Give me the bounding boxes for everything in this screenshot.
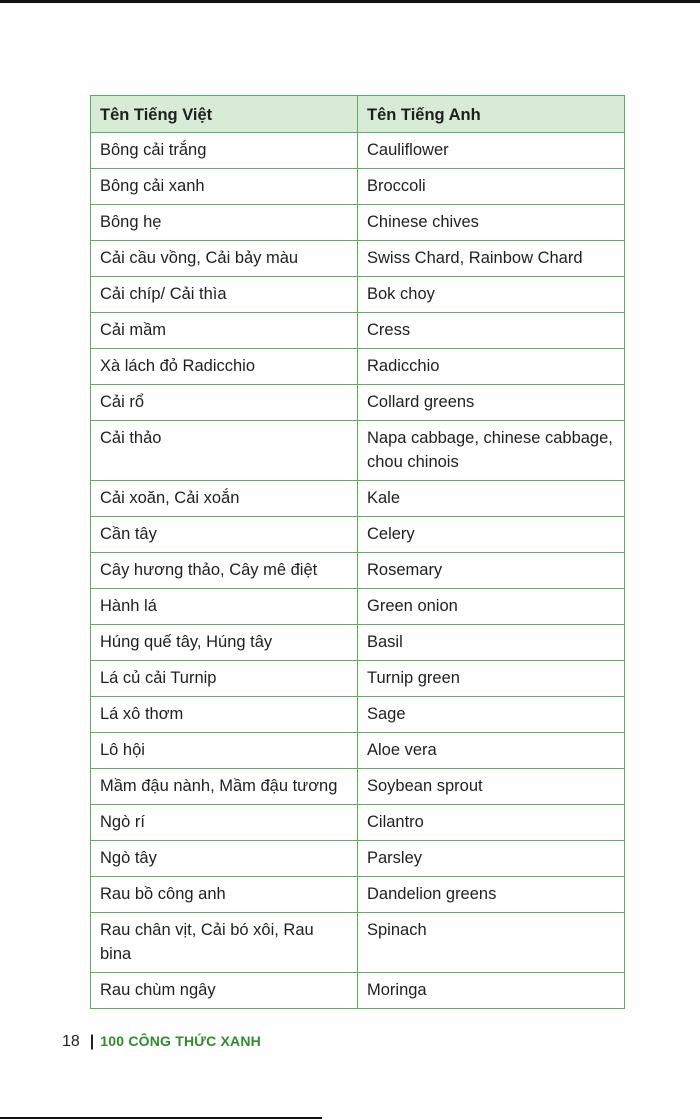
english-name-cell: Celery bbox=[358, 517, 625, 553]
vietnamese-name-cell: Cải mầm bbox=[91, 313, 358, 349]
english-name-cell: Sage bbox=[358, 697, 625, 733]
vietnamese-name-cell: Rau chân vịt, Cải bó xôi, Rau bina bbox=[91, 913, 358, 973]
vegetable-name-table bbox=[90, 95, 625, 1009]
vietnamese-name-cell: Cải chíp/ Cải thìa bbox=[91, 277, 358, 313]
vietnamese-name-cell: Cây hương thảo, Cây mê điệt bbox=[91, 553, 358, 589]
english-name-cell: Cilantro bbox=[358, 805, 625, 841]
table-row bbox=[91, 133, 625, 169]
table-row bbox=[91, 973, 625, 1009]
english-name-cell: Broccoli bbox=[358, 169, 625, 205]
table-row bbox=[91, 841, 625, 877]
english-name-cell: Green onion bbox=[358, 589, 625, 625]
table-row bbox=[91, 349, 625, 385]
page-footer bbox=[62, 1030, 261, 1052]
english-name-cell: Dandelion greens bbox=[358, 877, 625, 913]
table-body bbox=[91, 133, 625, 1009]
page-number: 18 bbox=[62, 1033, 80, 1050]
table-header-row bbox=[91, 96, 625, 133]
vietnamese-name-cell: Lá xô thơm bbox=[91, 697, 358, 733]
vietnamese-name-cell: Cải rổ bbox=[91, 385, 358, 421]
vietnamese-name-cell: Rau chùm ngây bbox=[91, 973, 358, 1009]
table-row bbox=[91, 277, 625, 313]
vietnamese-name-cell: Bông cải xanh bbox=[91, 169, 358, 205]
table-row bbox=[91, 517, 625, 553]
footer-separator: | bbox=[89, 1033, 95, 1050]
table-row bbox=[91, 241, 625, 277]
vietnamese-name-cell: Mầm đậu nành, Mầm đậu tương bbox=[91, 769, 358, 805]
english-name-cell: Moringa bbox=[358, 973, 625, 1009]
table-row bbox=[91, 553, 625, 589]
vietnamese-name-cell: Lô hội bbox=[91, 733, 358, 769]
table-row bbox=[91, 733, 625, 769]
header-vietnamese-name: Tên Tiếng Việt bbox=[91, 96, 358, 133]
english-name-cell: Swiss Chard, Rainbow Chard bbox=[358, 241, 625, 277]
vietnamese-name-cell: Cải xoăn, Cải xoắn bbox=[91, 481, 358, 517]
table-row bbox=[91, 205, 625, 241]
english-name-cell: Cauliflower bbox=[358, 133, 625, 169]
vietnamese-name-cell: Ngò tây bbox=[91, 841, 358, 877]
vietnamese-name-cell: Ngò rí bbox=[91, 805, 358, 841]
table-row bbox=[91, 877, 625, 913]
vietnamese-name-cell: Cải cầu vồng, Cải bảy màu bbox=[91, 241, 358, 277]
table-row bbox=[91, 661, 625, 697]
bottom-rule bbox=[0, 1117, 322, 1119]
vietnamese-name-cell: Cải thảo bbox=[91, 421, 358, 481]
english-name-cell: Cress bbox=[358, 313, 625, 349]
english-name-cell: Collard greens bbox=[358, 385, 625, 421]
english-name-cell: Radicchio bbox=[358, 349, 625, 385]
vietnamese-name-cell: Húng quế tây, Húng tây bbox=[91, 625, 358, 661]
english-name-cell: Bok choy bbox=[358, 277, 625, 313]
table-row bbox=[91, 625, 625, 661]
table-row bbox=[91, 769, 625, 805]
table-row bbox=[91, 481, 625, 517]
english-name-cell: Chinese chives bbox=[358, 205, 625, 241]
table-row bbox=[91, 805, 625, 841]
vietnamese-name-cell: Bông cải trắng bbox=[91, 133, 358, 169]
table-row bbox=[91, 169, 625, 205]
table-row bbox=[91, 313, 625, 349]
vietnamese-name-cell: Xà lách đỏ Radicchio bbox=[91, 349, 358, 385]
table-row bbox=[91, 589, 625, 625]
vietnamese-name-cell: Rau bồ công anh bbox=[91, 877, 358, 913]
table-row bbox=[91, 913, 625, 973]
vietnamese-name-cell: Cần tây bbox=[91, 517, 358, 553]
english-name-cell: Basil bbox=[358, 625, 625, 661]
english-name-cell: Parsley bbox=[358, 841, 625, 877]
vietnamese-name-cell: Bông hẹ bbox=[91, 205, 358, 241]
english-name-cell: Napa cabbage, chinese cabbage, chou chinois bbox=[358, 421, 625, 481]
english-name-cell: Turnip green bbox=[358, 661, 625, 697]
vietnamese-name-cell: Hành lá bbox=[91, 589, 358, 625]
english-name-cell: Soybean sprout bbox=[358, 769, 625, 805]
table-row bbox=[91, 697, 625, 733]
english-name-cell: Kale bbox=[358, 481, 625, 517]
english-name-cell: Spinach bbox=[358, 913, 625, 973]
vietnamese-name-cell: Lá củ cải Turnip bbox=[91, 661, 358, 697]
header-english-name: Tên Tiếng Anh bbox=[358, 96, 625, 133]
top-rule bbox=[0, 0, 700, 3]
english-name-cell: Rosemary bbox=[358, 553, 625, 589]
english-name-cell: Aloe vera bbox=[358, 733, 625, 769]
book-title: 100 CÔNG THỨC XANH bbox=[100, 1033, 261, 1049]
table-row bbox=[91, 421, 625, 481]
table-row bbox=[91, 385, 625, 421]
